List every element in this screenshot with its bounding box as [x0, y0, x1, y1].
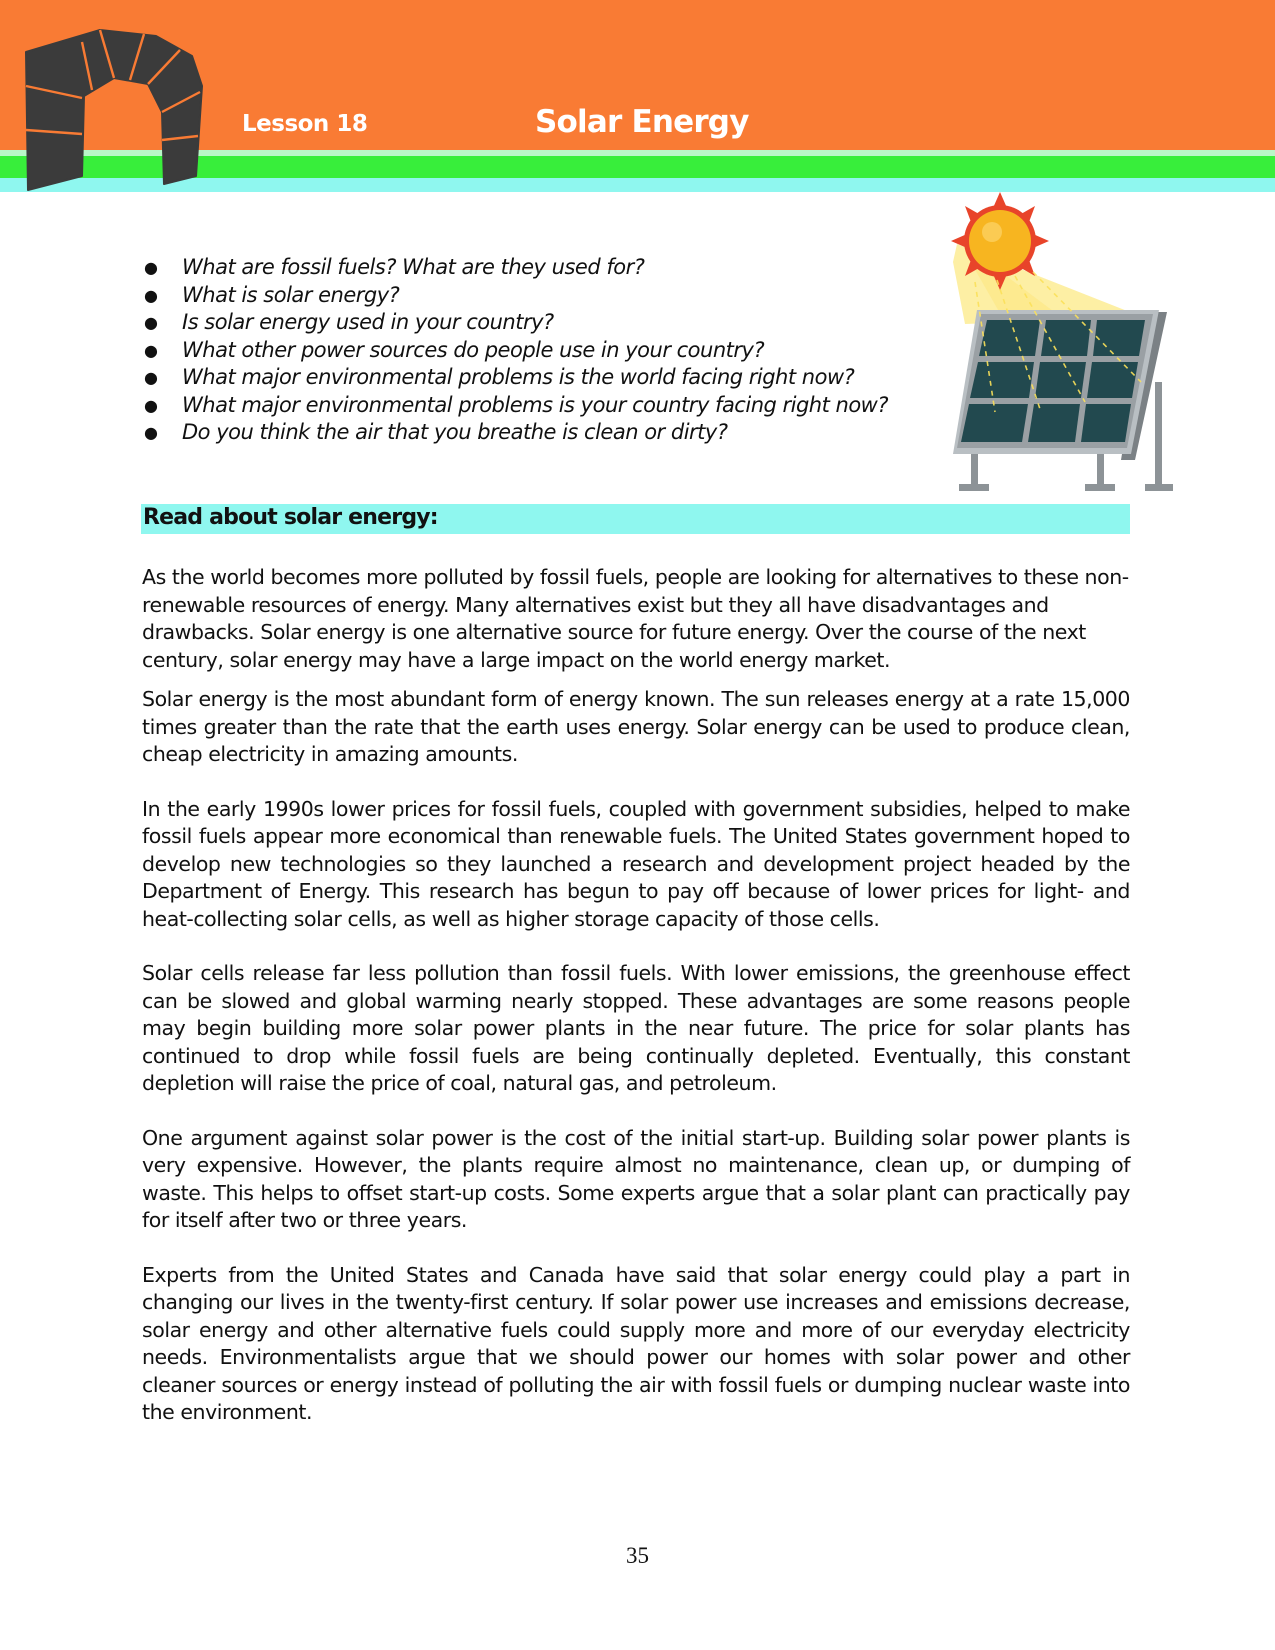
question-text: What major environmental problems is the world facing right now?: [182, 365, 855, 389]
section-heading: Read about solar energy:: [143, 505, 438, 530]
question-item: [140, 337, 888, 365]
bullet-icon: ●: [144, 368, 158, 387]
question-text: Do you think the air that you breathe is clean or dirty?: [182, 420, 728, 444]
discussion-questions: [140, 254, 888, 447]
bullet-icon: ●: [144, 340, 158, 360]
question-item: [140, 309, 888, 337]
question-item: [140, 282, 888, 310]
lesson-label: Lesson 18: [242, 111, 368, 137]
arch-logo-icon: [22, 26, 212, 196]
question-text: What other power sources do people use in your country?: [182, 337, 765, 362]
bullet-icon: ●: [144, 395, 158, 415]
question-item: [140, 364, 888, 392]
question-item: [140, 392, 888, 420]
question-item: [140, 254, 888, 282]
article-paragraph: Solar cells release far less pollution than fossil fuels. With lower emissions, the greenhouse effect can be slowed and global warming nearly stopped. These advantages are some reasons people may begin building more solar power plants in the near future. The price for solar plants has continued to drop while fossil fuels are being continually depleted. Eventually, this constant depletion will raise the price of coal, natural gas, and petroleum.: [142, 961, 1130, 1095]
bullet-icon: ●: [144, 313, 158, 332]
article-paragraph: Solar energy is the most abundant form of energy known. The sun releases energy at a rate 15,000 times greater than the rate that the earth uses energy. Solar energy can be used to produce clean, cheap electricity in amazing amounts.: [142, 687, 1130, 766]
solar-panel-icon: [945, 192, 1185, 522]
bullet-icon: ●: [144, 423, 158, 442]
article-paragraph: One argument against solar power is the cost of the initial start-up. Building solar power plants is very expensive. However, the plants require almost no maintenance, clean up, or dumping of waste. This helps to offset start-up costs. Some experts argue that a solar plant can practically pay for itself after two or three years.: [142, 1125, 1130, 1232]
article-paragraph: Experts from the United States and Canada have said that solar energy could play a part in changing our lives in the twenty-first century. If solar power use increases and emissions decrease, solar energy and other alternative fuels could supply more and more of our everyday electricity needs. Environmentalists argue that we should power our homes with solar power and other cleaner sources or energy instead of polluting the air with fossil fuels or dumping nuclear waste into the environment.: [142, 1262, 1130, 1424]
question-text: What is solar energy?: [182, 282, 400, 307]
article-paragraph: In the early 1990s lower prices for fossil fuels, coupled with government subsidies, helped to make fossil fuels appear more economical than renewable fuels. The United States government hoped to develop new technologies so they launched a research and development project headed by the Department of Energy. This research has begun to pay off because of lower prices for light- and heat-collecting solar cells, as well as higher storage capacity of those cells.: [142, 796, 1130, 931]
article-paragraph: As the world becomes more polluted by fossil fuels, people are looking for alternatives to these non-renewable resources of energy. Many alternatives exist but they all have disadvantages and drawbacks. Solar energy is one alternative source for future energy. Over the course of the next century, solar energy may have a large impact on the world energy market.: [142, 565, 1129, 672]
question-text: What major environmental problems is your country facing right now?: [182, 392, 889, 417]
lesson-title: Solar Energy: [535, 104, 749, 140]
page-number: 35: [626, 1543, 649, 1568]
question-item: [140, 419, 888, 447]
article-body: [142, 564, 1130, 1427]
bullet-icon: ●: [144, 258, 158, 277]
question-text: Is solar energy used in your country?: [182, 310, 554, 334]
question-text: What are fossil fuels? What are they used for?: [182, 255, 645, 279]
bullet-icon: ●: [144, 285, 158, 305]
